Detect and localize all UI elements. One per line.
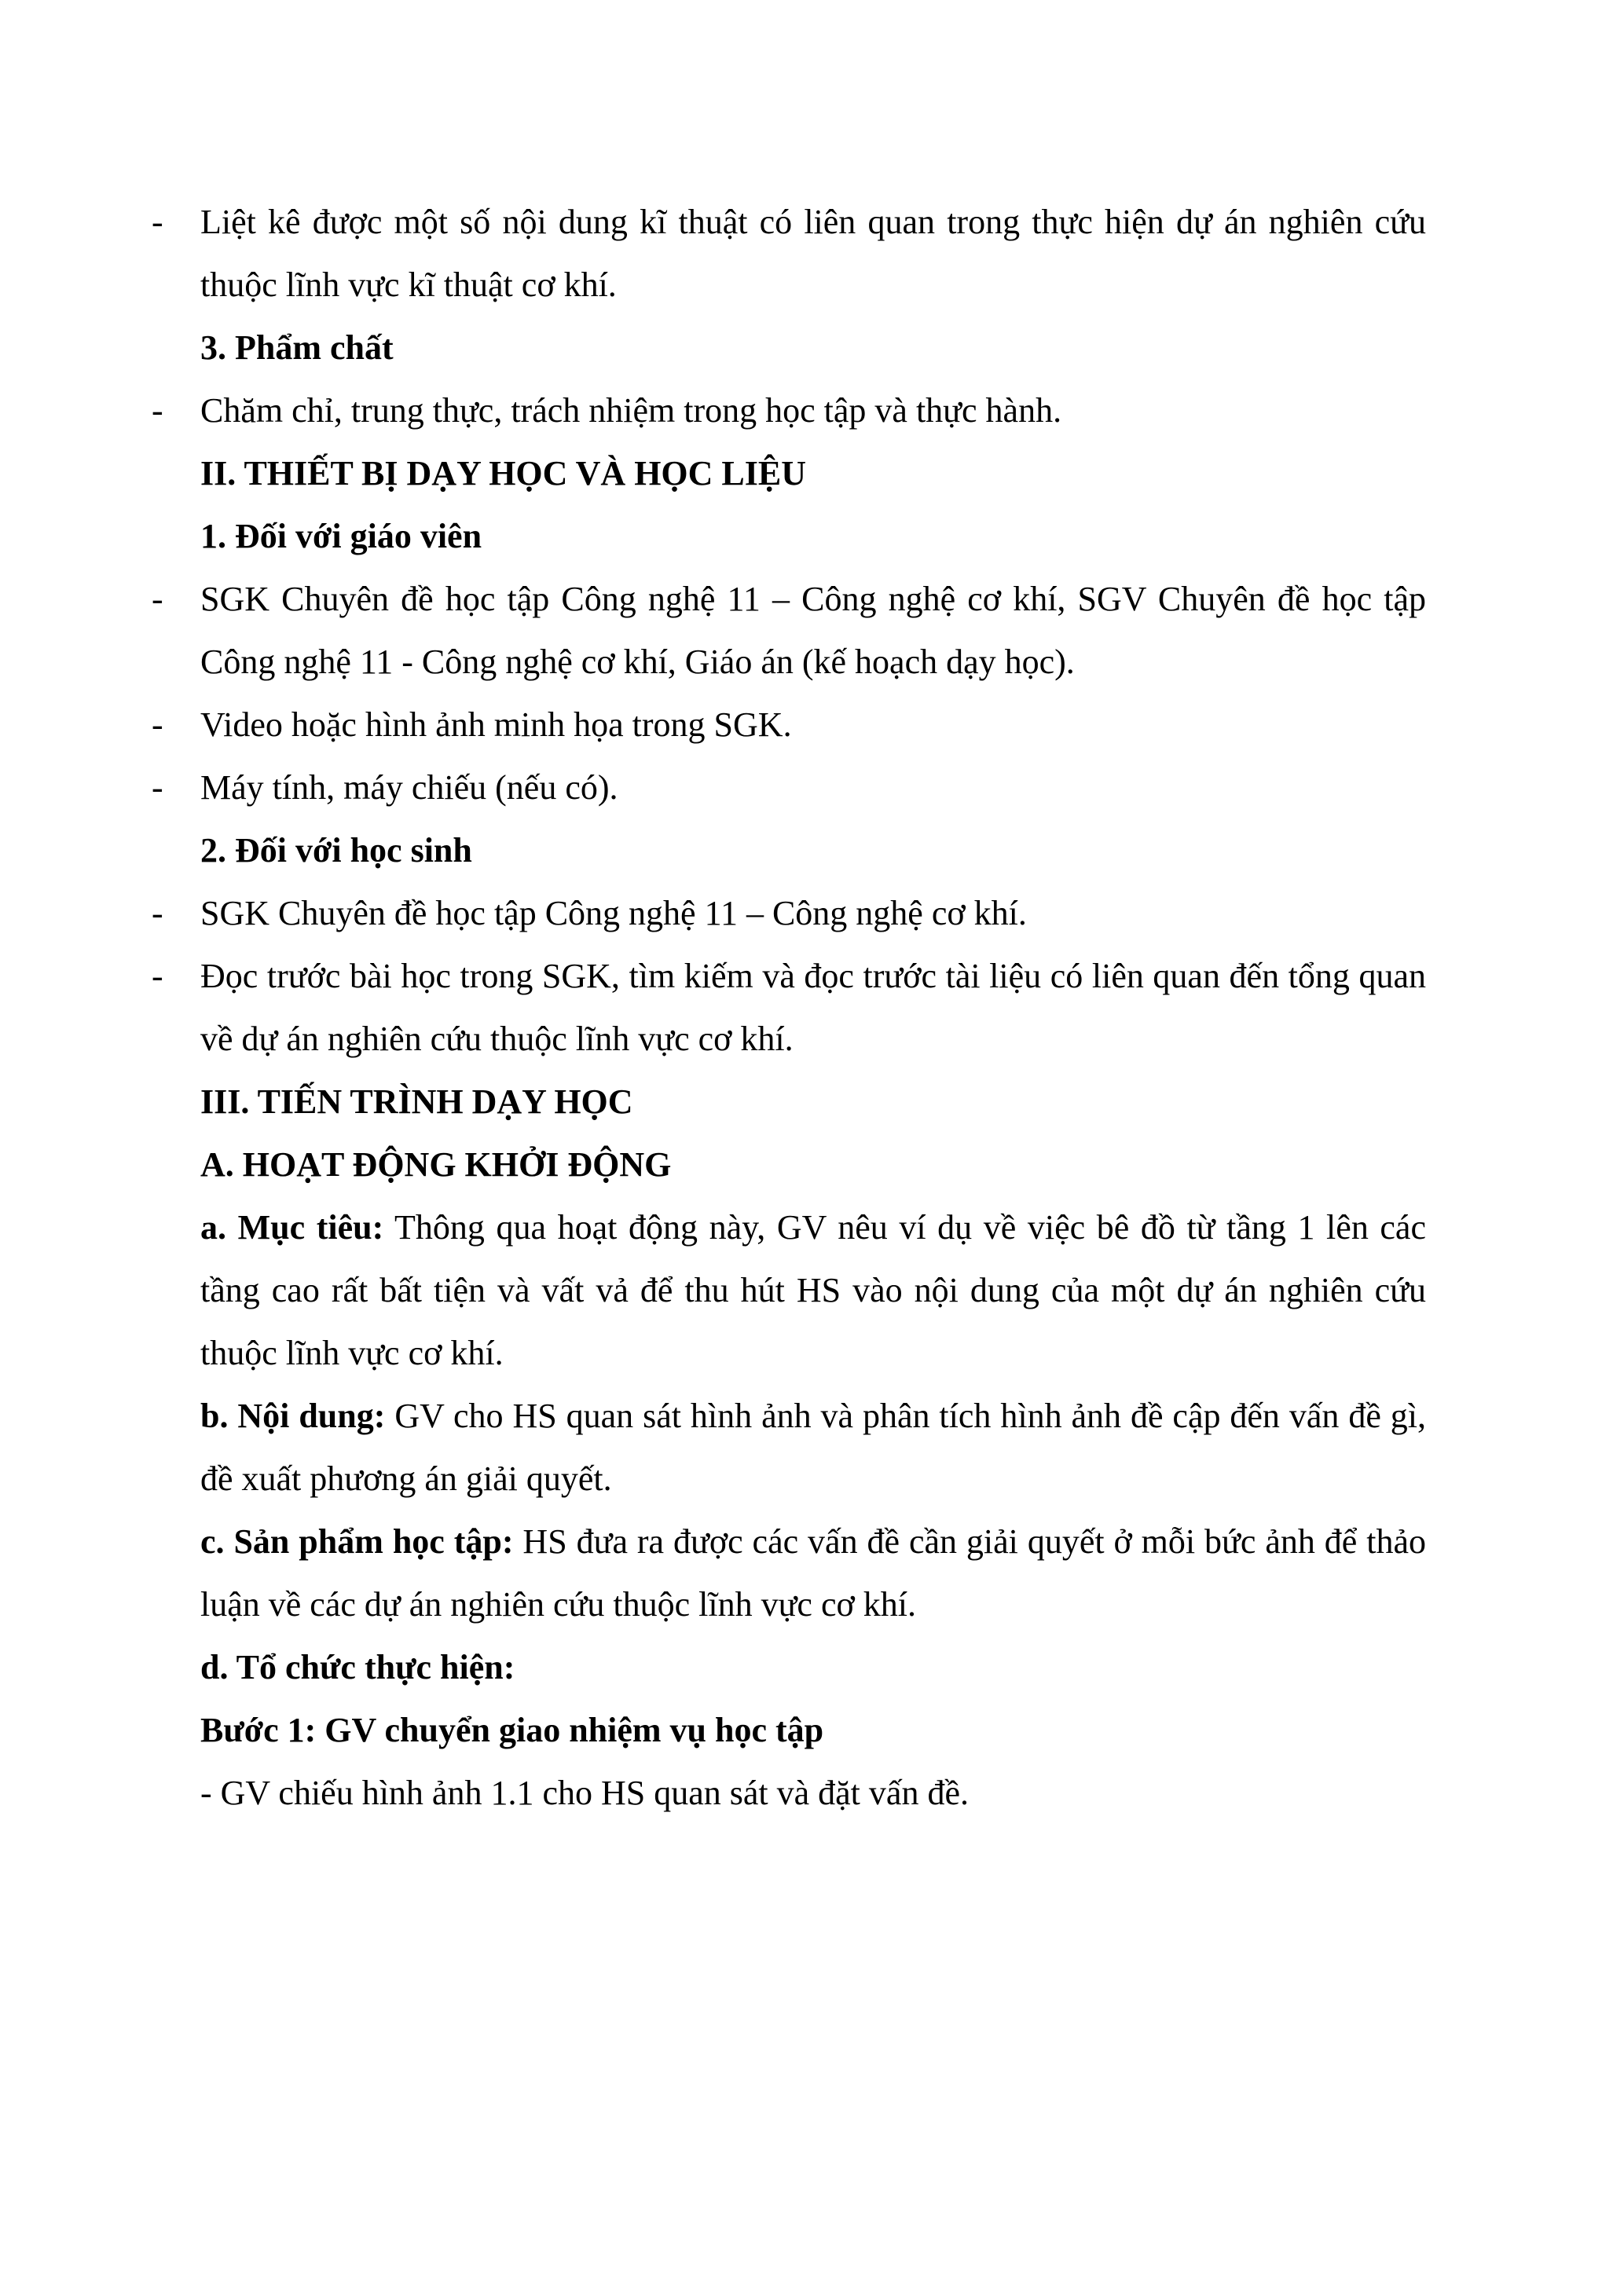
section-heading-hoc-sinh: 2. Đối với học sinh — [200, 831, 472, 870]
document-body — [152, 191, 1426, 1825]
bullet-text: Máy tính, máy chiếu (nếu có). — [200, 768, 618, 807]
bullet-text: SGK Chuyên đề học tập Công nghệ 11 – Công nghệ cơ khí. — [200, 894, 1027, 932]
bullet-item — [152, 694, 1426, 756]
bullet-dash: - — [152, 580, 163, 618]
bullet-text: Video hoặc hình ảnh minh họa trong SGK. — [200, 705, 792, 744]
bullet-text: SGK Chuyên đề học tập Công nghệ 11 – Công nghệ cơ khí, SGV Chuyên đề học tập Công nghệ 11 - Công nghệ cơ khí, Giáo án (kế hoạch dạy học). — [200, 580, 1426, 681]
paragraph-san-pham — [200, 1511, 1426, 1636]
bullet-text: Chăm chỉ, trung thực, trách nhiệm trong học tập và thực hành. — [200, 391, 1062, 430]
bullet-item — [152, 379, 1426, 442]
paragraph-muc-tieu — [200, 1196, 1426, 1385]
bullet-item — [152, 945, 1426, 1071]
bullet-dash: - — [152, 705, 163, 744]
bullet-text: Đọc trước bài học trong SGK, tìm kiếm và đọc trước tài liệu có liên quan đến tổng quan về dự án nghiên cứu thuộc lĩnh vực cơ khí. — [200, 957, 1426, 1058]
paragraph-noi-dung — [200, 1385, 1426, 1511]
bullet-dash: - — [152, 894, 163, 932]
paragraph-text: GV cho HS quan sát hình ảnh và phân tích hình ảnh đề cập đến vấn đề gì, đề xuất phương án giải quyết. — [200, 1397, 1426, 1498]
paragraph-text: HS đưa ra được các vấn đề cần giải quyết ở mỗi bức ảnh để thảo luận về các dự án nghiên cứu thuộc lĩnh vực cơ khí. — [200, 1522, 1426, 1624]
paragraph-gv-chieu: - GV chiếu hình ảnh 1.1 cho HS quan sát và đặt vấn đề. — [200, 1774, 969, 1812]
bullet-dash: - — [152, 203, 163, 241]
bullet-text: Liệt kê được một số nội dung kĩ thuật có liên quan trong thực hiện dự án nghiên cứu thuộc lĩnh vực kĩ thuật cơ khí. — [200, 203, 1426, 304]
bullet-item — [152, 882, 1426, 945]
bullet-dash: - — [152, 391, 163, 430]
section-heading-buoc-1: Bước 1: GV chuyển giao nhiệm vụ học tập — [200, 1711, 824, 1749]
section-heading-tien-trinh: III. TIẾN TRÌNH DẠY HỌC — [200, 1082, 633, 1121]
bullet-dash: - — [152, 957, 163, 995]
paragraph-lead-label: c. Sản phẩm học tập: — [200, 1522, 514, 1561]
paragraph-lead-label: a. Mục tiêu: — [200, 1208, 384, 1247]
section-heading-pham-chat: 3. Phẩm chất — [200, 328, 394, 367]
paragraph-lead-label: b. Nội dung: — [200, 1397, 386, 1435]
section-heading-to-chuc: d. Tổ chức thực hiện: — [200, 1648, 515, 1686]
bullet-item — [152, 568, 1426, 694]
bullet-dash: - — [152, 768, 163, 807]
section-heading-giao-vien: 1. Đối với giáo viên — [200, 517, 482, 555]
paragraph-text: Thông qua hoạt động này, GV nêu ví dụ về việc bê đồ từ tầng 1 lên các tầng cao rất bất tiện và vất vả để thu hút HS vào nội dung của một dự án nghiên cứu thuộc lĩnh vực cơ khí. — [200, 1208, 1426, 1372]
bullet-item — [152, 191, 1426, 317]
bullet-item — [152, 756, 1426, 819]
section-heading-thiet-bi: II. THIẾT BỊ DẠY HỌC VÀ HỌC LIỆU — [200, 454, 807, 493]
section-heading-khoi-dong: A. HOẠT ĐỘNG KHỞI ĐỘNG — [200, 1145, 672, 1184]
